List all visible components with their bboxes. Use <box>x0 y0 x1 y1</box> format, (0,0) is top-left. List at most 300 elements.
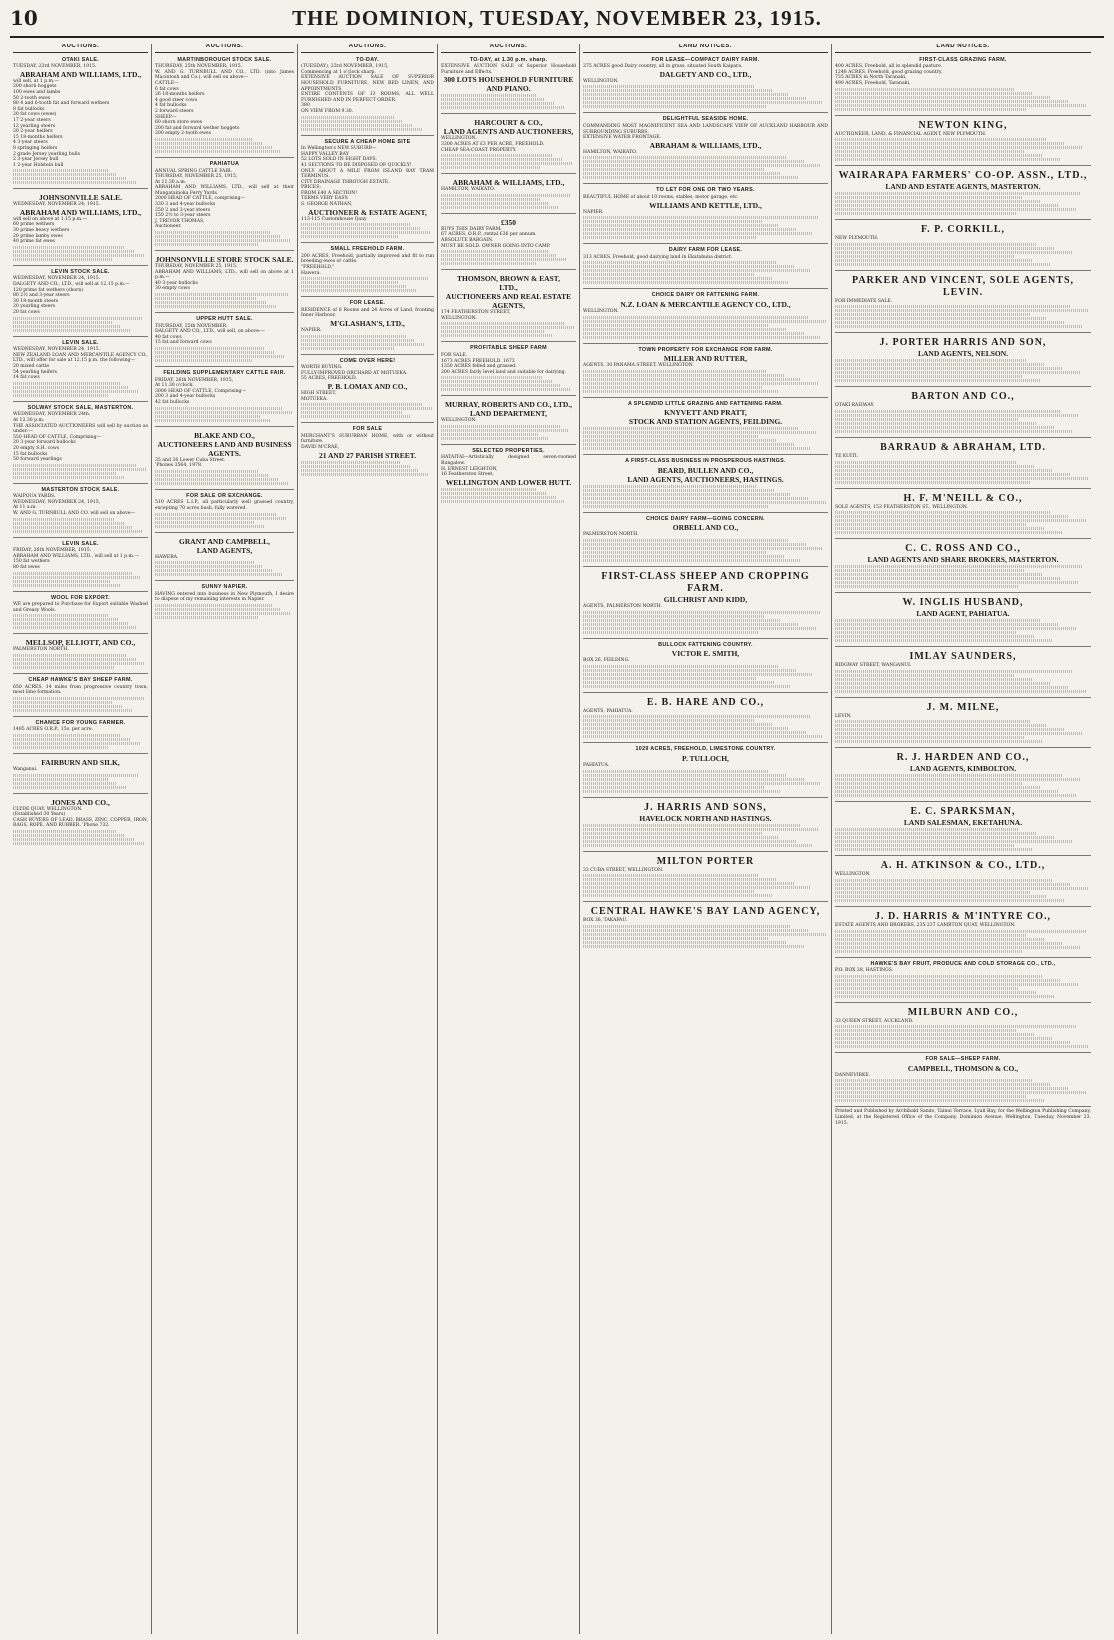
print-texture <box>13 742 140 745</box>
print-texture <box>835 1033 1035 1036</box>
ad-line: 200 shorn hoggets <box>13 84 57 90</box>
ad-line: 54 yearling heifers <box>13 369 57 375</box>
print-texture <box>835 142 1065 145</box>
advertisement <box>835 1055 1091 1107</box>
ad-title: A SPLENDID LITTLE GRAZING AND FATTENING FARM. <box>628 400 783 407</box>
ad-line: NEW ZEALAND LOAN AND MERCANTILE AGENCY CO., LTD., will offer for sale at 12.15 p.m. the following— <box>13 352 148 364</box>
ad-line: MILLER AND RUTTER, <box>663 354 748 364</box>
column-5 <box>580 44 832 1634</box>
print-texture <box>835 100 1068 103</box>
print-texture <box>583 615 764 618</box>
print-texture <box>835 899 1065 902</box>
advertisement <box>13 404 148 484</box>
ad-title: HARCOURT & CO., <box>474 118 543 128</box>
ad-title: BARRAUD & ABRAHAM, LTD. <box>880 441 1046 453</box>
ad-line: LAND AGENTS, <box>196 545 253 555</box>
ad-line: DALGETY AND CO., LTD., will sell, on above:— <box>155 329 265 335</box>
print-texture <box>835 367 1063 370</box>
print-texture <box>583 941 786 944</box>
print-texture <box>835 104 1086 107</box>
print-texture <box>301 289 417 292</box>
print-texture <box>583 370 767 373</box>
print-texture <box>835 728 1065 731</box>
print-texture <box>155 478 279 481</box>
print-texture <box>301 347 394 350</box>
ad-line: COMMANDING MOST MAGNIFICENT SEA AND LANDSCAPE VIEW OF AUCKLAND HARBOUR AND SURROUNDING SUBURBS. <box>583 123 828 135</box>
ad-line: PALMERSTON NORTH. <box>13 647 69 653</box>
ad-line: 80 2½ and 3-year steers <box>13 293 70 299</box>
print-texture <box>835 422 1037 425</box>
ad-title: MILTON PORTER <box>656 855 755 867</box>
print-texture <box>835 946 1081 949</box>
print-texture <box>835 511 1050 514</box>
print-texture <box>155 407 283 410</box>
print-texture <box>835 836 1055 839</box>
print-texture <box>835 96 1050 99</box>
advertisement <box>583 800 828 852</box>
print-texture <box>301 339 415 342</box>
ad-line: 1248 ACRES, Freehold, good grazing country. <box>835 69 943 75</box>
ad-line: CASH BUYERS OF LEAD, BRASS, ZINC, COPPER, IRON, RAGS, ROPE, AND RUBBER. 'Phone 732. <box>13 817 148 829</box>
print-texture <box>13 666 114 669</box>
print-texture <box>835 263 1050 266</box>
ad-title: BARTON AND CO., <box>911 391 1015 403</box>
advertisement <box>583 291 828 343</box>
print-texture <box>583 790 781 793</box>
print-texture <box>835 828 1019 831</box>
ad-line: 20 prime lamby ewes <box>13 233 63 239</box>
ad-line: 15 fat and forward cows <box>155 340 212 346</box>
ad-line: 40 3-year bullocks <box>155 280 198 286</box>
print-texture <box>583 874 759 877</box>
print-texture <box>13 572 132 575</box>
ad-line: AUCTIONEERS LAND AND BUSINESS AGENTS. <box>157 439 292 458</box>
ad-line: 16 Featherston Street, <box>441 472 494 478</box>
advertisement <box>583 569 828 639</box>
ad-line: 150 2½ to 3-year steers <box>155 213 211 219</box>
print-texture <box>583 265 794 268</box>
print-texture <box>13 526 133 529</box>
print-texture <box>835 359 1027 362</box>
ad-line: 250 2 and 3-year steers <box>155 207 211 213</box>
ad-line: AGENTS, PALMERSTON NORTH. <box>583 604 663 610</box>
print-texture <box>13 576 141 579</box>
ad-line: 40 fat cows <box>155 334 182 340</box>
print-texture <box>835 88 1014 91</box>
ad-title: SOLWAY STOCK SALE, MASTERTON. <box>27 404 134 411</box>
ad-line: ABRAHAM AND WILLIAMS, LTD., <box>19 69 142 79</box>
print-texture <box>583 232 813 235</box>
print-texture <box>835 200 1040 203</box>
ad-line: 650 ACRES, 14 miles from progressive country town, most lime formation. <box>13 684 148 696</box>
print-texture <box>583 669 796 672</box>
ad-line: FOR IMMEDIATE SALE. <box>835 298 893 304</box>
print-texture <box>583 623 799 626</box>
print-texture <box>835 950 1022 953</box>
ad-line: 2 grade Jersey yearling bulls <box>13 151 81 157</box>
print-texture <box>583 489 774 492</box>
print-texture <box>13 654 126 657</box>
ad-line: WEDNESDAY, NOVEMBER 24th, <box>13 412 91 418</box>
print-texture <box>835 577 1060 580</box>
ad-title: FOR SALE <box>352 426 383 433</box>
ad-line: 20 3-year forward bullocks <box>13 440 76 446</box>
print-texture <box>441 388 571 391</box>
print-texture <box>441 330 544 333</box>
print-texture <box>583 316 808 319</box>
ad-line: ON VIEW FROM 9.30. <box>301 108 354 114</box>
ad-line: 30 empty cows <box>155 286 190 292</box>
advertisement <box>583 904 828 952</box>
ad-line: THURSDAY, NOVEMBER 25, 1915, <box>155 174 238 180</box>
ad-line: At 12.30 p.m. <box>13 417 45 423</box>
ad-line: 400 ACRES, Freehold, all in splendid pasture. <box>835 64 943 70</box>
ad-title: SECURE A CHEAP HOME SITE <box>324 138 411 145</box>
print-texture <box>301 465 410 468</box>
print-texture <box>301 116 394 119</box>
print-texture <box>13 614 109 617</box>
ad-line: N.Z. LOAN & MERCANTILE AGENCY CO., LTD., <box>620 299 791 309</box>
print-texture <box>835 375 1022 378</box>
print-texture <box>155 521 255 524</box>
ad-line: 490 ACRES, Freehold, Taranaki. <box>835 80 911 86</box>
ad-line: TERMS VERY EASY: <box>301 196 349 202</box>
ad-line: 330 3 and 4-year bullocks <box>155 202 216 208</box>
ad-title: OTAKI SALE. <box>61 56 100 63</box>
advertisement <box>441 116 576 174</box>
ad-title: FOR SALE OR EXCHANGE. <box>186 492 263 499</box>
print-texture <box>155 565 263 568</box>
print-texture <box>835 674 1014 677</box>
print-texture <box>835 1083 1050 1086</box>
ad-line: FROM £40 A SECTION! <box>301 190 358 196</box>
print-texture <box>583 774 786 777</box>
print-texture <box>13 518 114 521</box>
print-texture <box>441 94 536 97</box>
ad-line: FULLY-IMPROVED ORCHARD AT MOTUEKA. <box>301 370 408 376</box>
ad-line: FRIDAY, 26th NOVEMBER, 1915, <box>155 377 234 383</box>
ad-line: 6 fat cows <box>155 86 179 92</box>
ad-line: 12 yearling steers <box>13 123 56 129</box>
print-texture <box>441 202 549 205</box>
print-texture <box>835 930 1086 933</box>
print-texture <box>441 492 546 495</box>
ad-line: 8 springing heifers <box>13 145 58 151</box>
advertisement <box>835 858 1091 907</box>
print-texture <box>441 425 560 428</box>
print-texture <box>583 890 755 893</box>
ad-line: 1 2-year Holstein bull <box>13 162 64 168</box>
print-texture <box>13 468 147 471</box>
ad-line: THURSDAY, NOVEMBER 25, 1915. <box>155 264 238 270</box>
advertisement <box>583 246 828 289</box>
print-texture <box>155 604 272 607</box>
advertisement <box>835 909 1091 958</box>
print-texture <box>835 832 1037 835</box>
print-texture <box>583 786 764 789</box>
ad-line: LTD., <box>499 283 518 293</box>
ad-line: ABRAHAM & WILLIAMS, LTD., <box>649 140 762 150</box>
print-texture <box>155 482 288 485</box>
print-texture <box>13 177 126 180</box>
print-texture <box>155 239 290 242</box>
print-texture <box>13 697 144 700</box>
print-texture <box>301 124 413 127</box>
advertisement <box>583 695 828 744</box>
ad-line: OTAKI RAILWAY. <box>835 403 875 409</box>
print-texture <box>441 162 572 165</box>
print-texture <box>583 439 777 442</box>
print-texture <box>835 774 1063 777</box>
print-texture <box>583 551 767 554</box>
print-texture <box>13 746 109 749</box>
print-texture <box>583 665 779 668</box>
ad-title: TO-DAY, at 1.30 p.m. sharp. <box>469 56 548 63</box>
print-texture <box>13 734 121 737</box>
ad-line: AUCTIONEER, LAND, & FINANCIAL AGENT, NEW PLYMOUTH. <box>835 131 987 137</box>
print-texture <box>583 374 784 377</box>
print-texture <box>13 584 120 587</box>
ad-line: ORBELL AND CO., <box>672 523 739 533</box>
print-texture <box>583 105 767 108</box>
print-texture <box>301 227 421 230</box>
ad-line: THURSDAY, 25th NOVEMBER, 1915. <box>155 64 243 70</box>
ad-line: 'Phones 3564, 1978. <box>155 463 203 469</box>
print-texture <box>13 250 135 253</box>
advertisement <box>441 398 576 445</box>
ad-line: 100 ewes and lambs <box>13 89 61 95</box>
print-texture <box>835 146 1083 149</box>
advertisement <box>441 176 576 214</box>
ad-line: S. GEORGE NATHAN, <box>301 202 353 208</box>
ad-line: BOX 36, TAKAPAU. <box>583 918 628 924</box>
print-texture <box>13 782 117 785</box>
print-texture <box>835 192 1081 195</box>
ad-line: NEW PLYMOUTH. <box>835 236 879 242</box>
print-texture <box>155 293 288 296</box>
advertisement <box>155 253 294 313</box>
ad-title: MILBURN AND CO., <box>907 1006 1019 1018</box>
ad-title: FOR LEASE. <box>349 300 386 307</box>
print-texture <box>441 429 569 432</box>
print-texture <box>835 895 1047 898</box>
print-texture <box>155 608 281 611</box>
advertisement <box>13 756 148 794</box>
ad-line: THE ASSOCIATED AUCTIONEERS will sell by auction as under:— <box>13 423 148 435</box>
advertisement <box>835 56 1091 116</box>
print-texture <box>13 329 130 332</box>
print-texture <box>441 254 557 257</box>
print-texture <box>583 277 772 280</box>
advertisement <box>583 515 828 567</box>
print-texture <box>583 216 818 219</box>
print-texture <box>13 476 125 479</box>
ad-line: 50 2-tooth ewes <box>13 95 51 101</box>
print-texture <box>13 580 110 583</box>
advertisement <box>13 594 148 635</box>
advertisement <box>583 745 828 797</box>
imprint: Printed and Published by Archibald Sando, Tainui Terrace, Lyall Bay, for the Wellington Publishing Company, Limited, at the Registered Office of the Company, Dominion Avenue, Wellington, Tuesday, November 23, 1915. <box>835 1109 1091 1126</box>
ad-line: 113-115 Customhouse Quay <box>301 216 367 222</box>
advertisement <box>301 425 434 479</box>
ad-line: AUCTIONEER & ESTATE AGENT, <box>308 207 427 217</box>
ad-line: LAND AGENTS AND AUCTIONEERS, <box>443 127 574 137</box>
print-texture <box>835 569 1024 572</box>
print-texture <box>583 160 804 163</box>
ad-line: 33 QUEEN STREET, AUCKLAND. <box>835 1018 914 1024</box>
print-texture <box>835 1025 1076 1028</box>
print-texture <box>835 1037 1053 1040</box>
ad-line: SOLE AGENTS, 153 FEATHERSTON ST., WELLINGTON. <box>835 504 968 510</box>
advertisement <box>441 344 576 396</box>
ad-line: 80 fat ewes <box>13 565 40 571</box>
advertisement <box>835 541 1091 593</box>
ad-title: W. INGLIS HUSBAND, <box>902 597 1024 609</box>
print-texture <box>583 497 808 500</box>
ad-line: NAPIER. <box>583 209 604 215</box>
print-texture <box>835 469 1053 472</box>
print-texture <box>13 701 113 704</box>
ad-line: 200 ACRES fairly level land and suitable for dairying. <box>441 369 567 375</box>
print-texture <box>835 309 1088 312</box>
advertisement <box>835 700 1091 749</box>
advertisement <box>13 676 148 717</box>
column-heading: AUCTIONS. <box>301 44 434 53</box>
ad-line: DALGETY AND CO., LTD., <box>659 69 752 79</box>
print-texture <box>583 539 789 542</box>
ad-title: BULLOCK FATTENING COUNTRY. <box>658 641 753 648</box>
ad-line: 200 fat and forward wether hoggets <box>155 125 240 131</box>
ad-title: E. C. SPARKSMAN, <box>910 806 1016 818</box>
ad-title: DELIGHTFUL SEASIDE HOME. <box>662 116 749 123</box>
ad-line: 30 prime heavy wethers <box>13 228 70 234</box>
ad-line: HAWERA. <box>155 554 179 560</box>
print-texture <box>441 258 567 261</box>
column-heading: AUCTIONS. <box>441 44 576 53</box>
print-texture <box>583 101 823 104</box>
print-texture <box>441 380 552 383</box>
print-texture <box>835 883 1071 886</box>
print-texture <box>583 619 781 622</box>
print-texture <box>835 325 1083 328</box>
print-texture <box>155 419 270 422</box>
print-texture <box>835 531 1063 534</box>
print-texture <box>835 879 1053 882</box>
print-texture <box>583 778 804 781</box>
print-texture <box>583 261 777 264</box>
print-texture <box>835 724 1047 727</box>
ad-title: MURRAY, ROBERTS AND CO., LTD., <box>444 400 573 410</box>
ad-line: 300 LOTS HOUSEHOLD FURNITURE AND PIANO. <box>443 75 574 94</box>
ad-line: ABSOLUTE BARGAIN. <box>441 237 494 243</box>
ad-line: LAND AGENTS, AUCTIONEERS, HASTINGS. <box>627 474 784 484</box>
print-texture <box>835 581 1078 584</box>
print-texture <box>583 937 769 940</box>
print-texture <box>835 686 1068 689</box>
advertisement <box>835 1005 1091 1054</box>
ad-title: FOR SALE—SHEEP FARM. <box>925 1056 1001 1063</box>
ad-line: CHEAP SEA-COAST PROPERTY. <box>441 147 517 153</box>
print-texture <box>835 732 1083 735</box>
print-texture <box>301 231 430 234</box>
print-texture <box>155 561 254 564</box>
print-texture <box>583 782 821 785</box>
print-texture <box>13 838 135 841</box>
print-texture <box>13 778 108 781</box>
advertisement <box>13 339 148 402</box>
print-texture <box>835 794 1076 797</box>
print-texture <box>13 626 137 629</box>
print-texture <box>13 830 116 833</box>
print-texture <box>835 639 1053 642</box>
ad-line: 15 18-months heifers <box>13 134 63 140</box>
print-texture <box>441 326 575 329</box>
advertisement <box>583 346 828 398</box>
column-heading: LAND NOTICES. <box>583 44 828 53</box>
ad-line: EXTENSIVE AUCTION SALE OF SUPERIOR HOUSEHOLD FURNITURE, NEW BED LINEN, AND APPOINTMENTS. <box>301 75 434 92</box>
ad-line: 120 prime fat wethers (shorn) <box>13 287 84 293</box>
print-texture <box>835 983 1078 986</box>
ad-title: PROFITABLE SHEEP FARM <box>470 345 547 352</box>
print-texture <box>583 172 781 175</box>
print-texture <box>835 138 1047 141</box>
print-texture <box>835 414 1078 417</box>
ad-line: will sell, at 1 p.m.— <box>13 78 59 84</box>
print-texture <box>583 727 789 730</box>
print-texture <box>835 891 1030 894</box>
ad-line: At 11.30 o'clock. <box>155 383 194 389</box>
print-texture <box>583 627 816 630</box>
ad-line: (TUESDAY), 23rd NOVEMBER, 1915, <box>301 64 389 70</box>
ad-title: CHOICE DAIRY FARM—GOING CONCERN. <box>646 515 765 522</box>
ad-line: P. B. LOMAX AND CO., <box>327 381 408 391</box>
ad-title: WOOL FOR EXPORT. <box>51 594 110 601</box>
ad-line: 200 3 and 4-year bullocks <box>155 394 216 400</box>
ad-line: 33 CUBA STREET, WELLINGTON. <box>583 867 664 873</box>
print-texture <box>301 285 407 288</box>
print-texture <box>583 273 755 276</box>
print-texture <box>441 322 565 325</box>
print-texture <box>583 156 786 159</box>
column-heading: AUCTIONS. <box>155 44 294 53</box>
ad-line: ONLY ABOUT A MILE FROM ISLAND BAY TRAM TERMINUS. <box>301 168 434 180</box>
print-texture <box>835 790 1058 793</box>
ad-line: BUYS THIS DAIRY FARM. <box>441 226 502 232</box>
ad-title: JONES AND CO., <box>51 797 110 807</box>
print-texture <box>583 894 772 897</box>
print-texture <box>583 547 823 550</box>
ad-title: FIRST-CLASS GRAZING FARM. <box>919 56 1007 63</box>
ad-line: AGENTS, 30 PANAMA STREET, WELLINGTON. <box>583 363 694 369</box>
print-texture <box>835 1079 1032 1082</box>
print-texture <box>155 569 273 572</box>
ad-line: 40 prime fat ewes <box>13 239 55 245</box>
print-texture <box>301 411 402 414</box>
ad-line: WELLINGTON. <box>441 418 477 424</box>
print-texture <box>583 878 777 881</box>
print-texture <box>835 585 1019 588</box>
print-texture <box>155 231 270 234</box>
ad-line: 1350 ACRES felled and grassed. <box>441 364 517 370</box>
ad-line: 60 shorn store ewes <box>155 120 203 126</box>
advertisement <box>583 457 828 513</box>
print-texture <box>13 662 145 665</box>
advertisement <box>583 115 828 184</box>
print-texture <box>835 313 1030 316</box>
print-texture <box>583 559 801 562</box>
print-texture <box>301 473 429 476</box>
ad-line: HAPPY VALLEY BAY <box>301 151 349 157</box>
